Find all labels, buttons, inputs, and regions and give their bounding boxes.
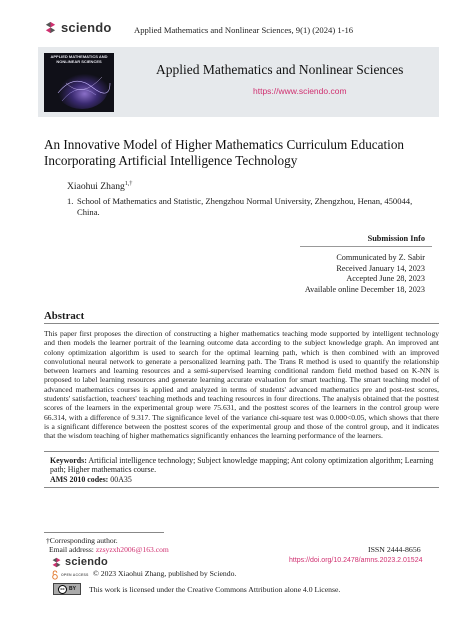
abstract-text: This paper first proposes the direction of constructing a higher mathematics teaching mode supported by intelligent technology and then models the learner portrait of the learning outcome data according to the subject knowledge graph. An improved ant colony optimization algorithm is used to search for the optimal learning path, which is then combined with an improved convolutional neural network to generate a personalized learning path. The Trans R method is used to quantify the relationship between learners and learning resources and a semi-supervised learning conditional random field method based on K-NN is proposed to label learning resources and generate learning accurate evaluation for smart teaching. The smart teaching model of advanced mathematics courses is applied and analyzed in terms of students' advanced mathematics pre and post-test scores, students' satisfaction, teachers' teaching methods and teaching resources in four directions. The analysis obtained that the posttest scores of the learners in the experimental group were 75.631, and the posttest scores of the learners in the control group were 66.314, with a difference of 9.317. The significance level of the variance chi-square test was 0.000<0.05, which shows that there is a significant difference between the posttest scores of the experimental group and those of the control group, and it indicates that the wisdom teaching of higher mathematics significantly enhances the learning performance of the learners. [44,329,439,441]
submission-divider [300,246,432,247]
journal-cover-image [44,53,114,112]
submission-info [280,253,425,295]
abstract-divider-top [44,323,439,324]
communicated-by: Communicated by Z. Sabir [336,253,425,262]
email-label: Email address: [49,545,94,554]
cover-title: APPLIED MATHEMATICS AND NONLINEAR SCIENCES [50,54,108,64]
available-date: Available online December 18, 2023 [304,284,425,294]
copyright-notice: © 2023 Xiaohui Zhang, published by Sciendo. [93,569,237,578]
received-date: Received January 14, 2023 [336,263,425,273]
author-name: Xiaohui Zhang [67,181,125,193]
keywords-text: Artificial intelligence technology; Subject knowledge mapping; Ant colony optimization algorithm; Learning path; Higher mathematics course. [50,456,434,475]
abstract-heading: Abstract [44,310,85,322]
submission-info-heading: Submission Info [367,234,425,243]
author-line [67,181,132,192]
affiliation-number: 1. [67,196,74,206]
keywords [50,456,435,475]
sciendo-logo [44,20,112,35]
footnote-divider [44,532,164,533]
affiliation-text: School of Mathematics and Statistic, Zhengzhou Normal University, Zhengzhou, Henan, 450044, China. [77,196,413,217]
cc-icon: cc [58,585,67,594]
open-access-icon [51,570,59,580]
article-title: An Innovative Model of Higher Mathematics Curriculum Education Incorporating Artificial Intelligence Technology [44,137,405,168]
footer-sciendo-logo [51,556,108,568]
footer-logo-text: sciendo [65,556,108,568]
open-access-text: OPEN ACCESS [61,573,89,577]
issn: ISSN 2444-8656 [368,545,421,554]
license-notice: This work is licensed under the Creative Commons Attribution alone 4.0 License. [89,585,341,594]
logo-text: sciendo [61,20,112,35]
cc-by-text: BY [69,586,76,592]
affiliation [67,196,432,218]
cc-by-license-badge[interactable] [53,583,81,595]
doi-link[interactable]: https://doi.org/10.2478/amns.2023.2.01524 [289,557,423,564]
corresponding-author-note: †Corresponding author. [46,536,118,545]
journal-name: Applied Mathematics and Nonlinear Sciences [156,62,404,77]
email-link[interactable]: zzsyzxh2006@163.com [95,545,169,554]
author-superscript: 1,† [124,181,133,187]
abstract-divider-bottom [44,451,439,452]
sciendo-logo-icon [44,21,57,34]
keywords-label: Keywords: [50,456,87,465]
sciendo-logo-icon [51,557,62,568]
keywords-divider [44,487,439,488]
journal-reference: Applied Mathematics and Nonlinear Sciences, 9(1) (2024) 1-16 [134,25,354,35]
open-access-badge [51,570,89,580]
email-line [49,545,169,554]
ams-codes [50,475,132,484]
accepted-date: Accepted June 28, 2023 [346,274,425,284]
journal-url-link[interactable]: https://www.sciendo.com [253,86,347,96]
ams-label: AMS 2010 codes: [50,475,109,484]
ams-value: 00A35 [110,475,132,484]
